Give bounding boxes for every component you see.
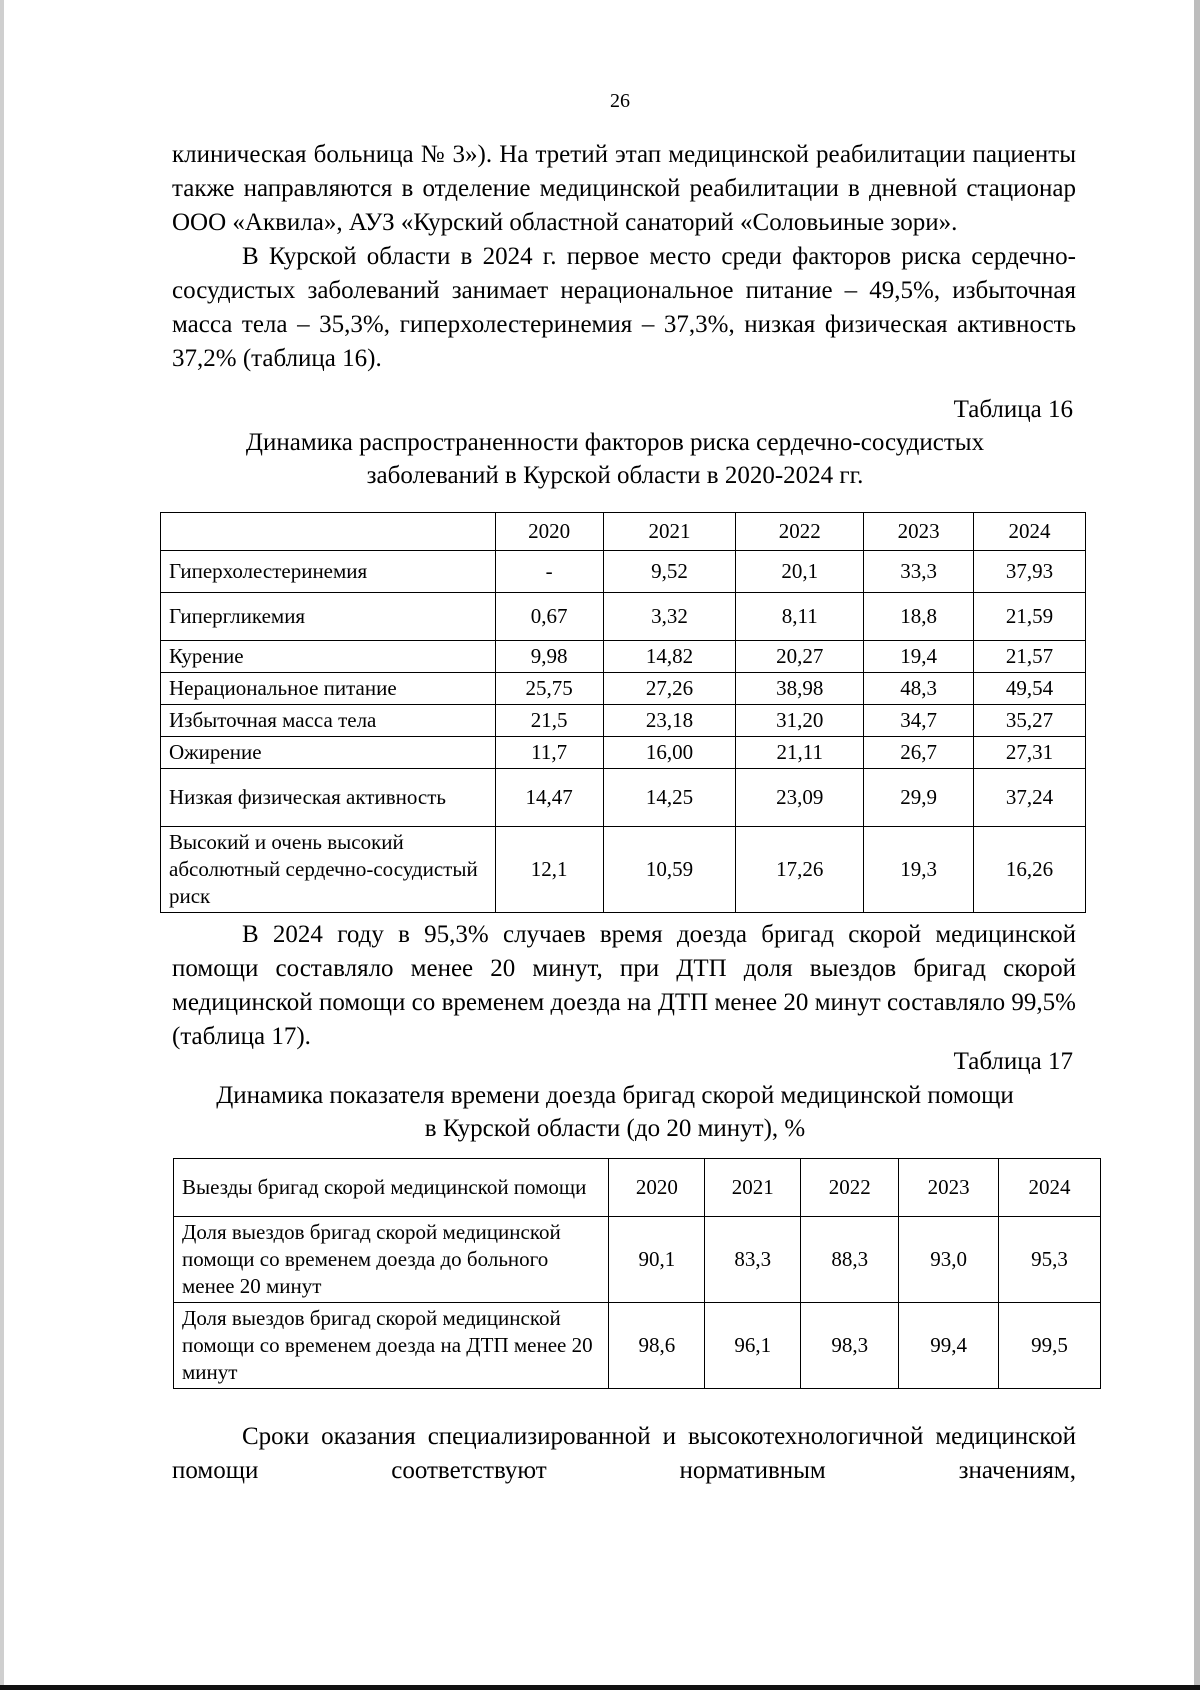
table-cell: 3,32 <box>603 593 736 641</box>
table-17-title-line2: в Курской области (до 20 минут), % <box>424 1115 806 1142</box>
table-row <box>174 1303 1101 1389</box>
header-cell: 2021 <box>603 513 736 551</box>
table-17-title <box>150 1079 1080 1145</box>
row-label: Доля выездов бригад скорой медицинской помощи со временем доезда до больного менее 20 минут <box>174 1217 609 1303</box>
table-cell: 9,98 <box>495 641 603 673</box>
row-label: Курение <box>161 641 496 673</box>
table-cell: 12,1 <box>495 827 603 913</box>
row-label: Избыточная масса тела <box>161 705 496 737</box>
table-row <box>161 737 1086 769</box>
table-row <box>161 705 1086 737</box>
table-cell: 10,59 <box>603 827 736 913</box>
table-cell: 23,18 <box>603 705 736 737</box>
table-16-title-line2: заболеваний в Курской области в 2020-2024 гг. <box>366 462 864 489</box>
table-cell: 21,11 <box>736 737 864 769</box>
table-17-title-line1: Динамика показателя времени доезда бригад скорой медицинской помощи <box>216 1082 1014 1109</box>
row-label: Гиперхолестеринемия <box>161 551 496 593</box>
table-cell: 96,1 <box>705 1303 801 1389</box>
header-cell: 2021 <box>705 1159 801 1217</box>
table-cell: 17,26 <box>736 827 864 913</box>
table-cell: 14,47 <box>495 769 603 827</box>
table-row <box>161 673 1086 705</box>
table-row <box>161 641 1086 673</box>
paragraph-rehabilitation: клиническая больница № 3»). На третий этап медицинской реабилитации пациенты также направляются в отделение медицинской реабилитации в дневной стационар ООО «Аквила», АУЗ «Курский областной санаторий «Соловьиные зори». <box>172 141 1076 236</box>
paragraph-risk-factors <box>172 240 1076 376</box>
table-cell: 11,7 <box>495 737 603 769</box>
header-cell: 2023 <box>899 1159 999 1217</box>
header-cell: 2023 <box>864 513 974 551</box>
scan-border-bottom <box>0 1685 1200 1690</box>
paragraph-risk-factors-text: В Курской области в 2024 г. первое место среди факторов риска сердечно-сосудистых заболеваний занимает нерациональное питание – 49,5%, избыточная масса тела – 35,3%, гиперхолестеринемия – 37,3%, низкая физическая активность 37,2% (таблица 16). <box>172 243 1076 372</box>
table-cell: 98,6 <box>609 1303 705 1389</box>
table-cell: 90,1 <box>609 1217 705 1303</box>
paragraph-specialized-care-text: Сроки оказания специализированной и высокотехнологичной медицинской помощи соответствуют нормативным значениям, <box>172 1423 1076 1484</box>
scan-border-left <box>0 0 4 1690</box>
table-cell: 8,11 <box>736 593 864 641</box>
table-row <box>161 593 1086 641</box>
table-cell: 29,9 <box>864 769 974 827</box>
table-cell: 83,3 <box>705 1217 801 1303</box>
paragraph-ambulance <box>172 918 1076 1054</box>
table-cell: 25,75 <box>495 673 603 705</box>
table-cell: 20,27 <box>736 641 864 673</box>
table-cell: 33,3 <box>864 551 974 593</box>
header-cell: 2020 <box>495 513 603 551</box>
table-cell: 27,31 <box>974 737 1086 769</box>
row-label: Доля выездов бригад скорой медицинской помощи со временем доезда на ДТП менее 20 минут <box>174 1303 609 1389</box>
table-cell: 27,26 <box>603 673 736 705</box>
table-cell: 19,3 <box>864 827 974 913</box>
table-cell: 93,0 <box>899 1217 999 1303</box>
table-cell: 48,3 <box>864 673 974 705</box>
table-cell: 14,25 <box>603 769 736 827</box>
ambulance-arrival-table <box>173 1158 1101 1389</box>
row-label: Нерациональное питание <box>161 673 496 705</box>
table-cell: 21,5 <box>495 705 603 737</box>
table-cell: 31,20 <box>736 705 864 737</box>
risk-factors-table <box>160 512 1086 913</box>
table-row <box>174 1217 1101 1303</box>
row-label: Ожирение <box>161 737 496 769</box>
header-cell <box>161 513 496 551</box>
table-row <box>161 551 1086 593</box>
table-cell: 16,00 <box>603 737 736 769</box>
header-cell: 2020 <box>609 1159 705 1217</box>
table-cell: 95,3 <box>999 1217 1101 1303</box>
table-cell: 9,52 <box>603 551 736 593</box>
table-16-title-line1: Динамика распространенности факторов риска сердечно-сосудистых <box>245 429 985 456</box>
header-cell: 2024 <box>999 1159 1101 1217</box>
table-header-row <box>174 1159 1101 1217</box>
table-cell: 20,1 <box>736 551 864 593</box>
table-cell: 26,7 <box>864 737 974 769</box>
row-label: Низкая физическая активность <box>161 769 496 827</box>
table-cell: 37,24 <box>974 769 1086 827</box>
table-cell: 37,93 <box>974 551 1086 593</box>
table-row <box>161 769 1086 827</box>
table-cell: 23,09 <box>736 769 864 827</box>
table-16-label: Таблица 16 <box>953 396 1073 423</box>
table-cell: 0,67 <box>495 593 603 641</box>
table-cell: - <box>495 551 603 593</box>
paragraph-specialized-care <box>172 1420 1076 1488</box>
table-cell: 38,98 <box>736 673 864 705</box>
header-cell: Выезды бригад скорой медицинской помощи <box>174 1159 609 1217</box>
table-cell: 18,8 <box>864 593 974 641</box>
header-cell: 2024 <box>974 513 1086 551</box>
table-17-label: Таблица 17 <box>953 1048 1073 1075</box>
table-cell: 19,4 <box>864 641 974 673</box>
row-label: Высокий и очень высокий абсолютный сердечно-сосудистый риск <box>161 827 496 913</box>
table-cell: 14,82 <box>603 641 736 673</box>
header-cell: 2022 <box>736 513 864 551</box>
table-cell: 49,54 <box>974 673 1086 705</box>
table-cell: 34,7 <box>864 705 974 737</box>
table-16-title <box>150 426 1080 492</box>
table-cell: 98,3 <box>801 1303 899 1389</box>
row-label: Гипергликемия <box>161 593 496 641</box>
table-cell: 99,4 <box>899 1303 999 1389</box>
scan-border-right <box>1194 0 1200 1690</box>
paragraph-ambulance-text: В 2024 году в 95,3% случаев время доезда бригад скорой медицинской помощи составляло менее 20 минут, при ДТП доля выездов бригад скорой медицинской помощи со временем доезда на ДТП менее 20 минут составляло 99,5% (таблица 17). <box>172 921 1076 1050</box>
table-cell: 21,59 <box>974 593 1086 641</box>
table-header-row <box>161 513 1086 551</box>
table-cell: 35,27 <box>974 705 1086 737</box>
table-row <box>161 827 1086 913</box>
header-cell: 2022 <box>801 1159 899 1217</box>
table-cell: 21,57 <box>974 641 1086 673</box>
table-cell: 88,3 <box>801 1217 899 1303</box>
table-cell: 99,5 <box>999 1303 1101 1389</box>
page-number: 26 <box>610 90 630 112</box>
table-cell: 16,26 <box>974 827 1086 913</box>
